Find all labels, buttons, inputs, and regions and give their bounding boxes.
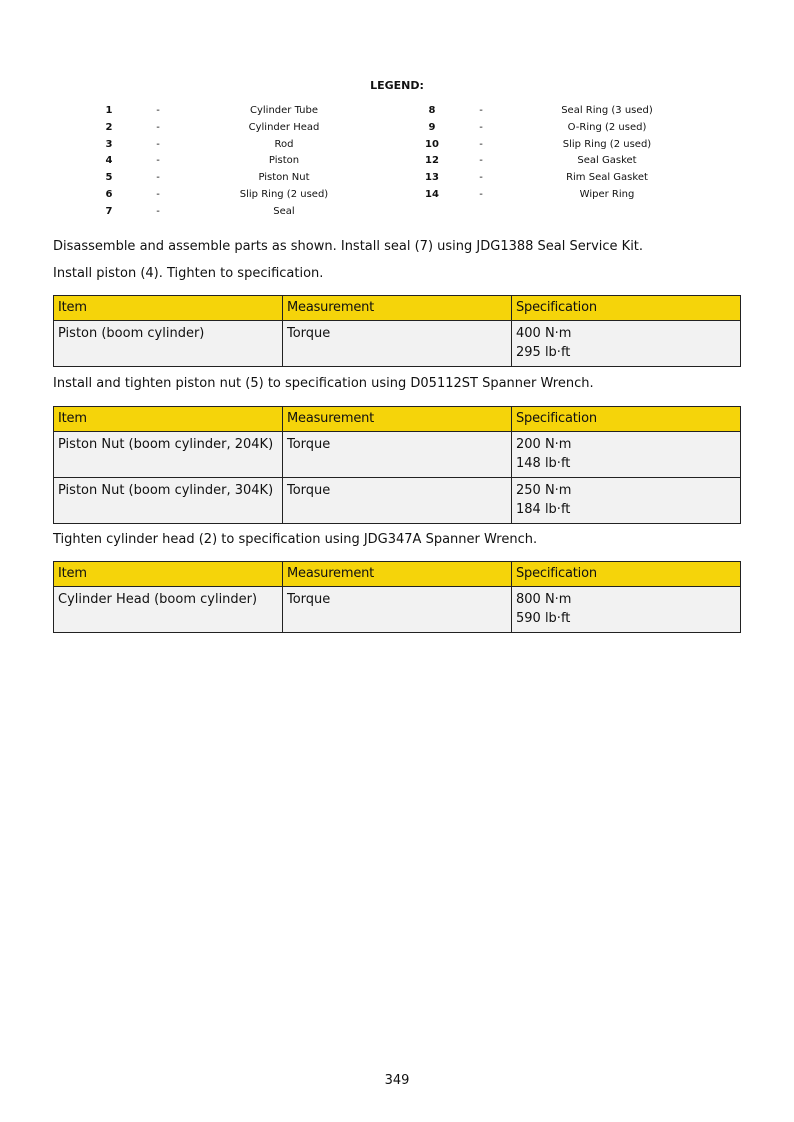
header-item: Item — [54, 562, 283, 587]
legend-number: 2 — [105, 121, 113, 133]
spec-imperial: 184 lb·ft — [516, 502, 571, 517]
legend-number: 8 — [428, 105, 436, 116]
spec-table-cylinder-head — [53, 561, 741, 633]
legend-title: LEGEND: — [370, 79, 424, 92]
cell-specification — [512, 478, 741, 524]
header-measurement: Measurement — [283, 296, 512, 321]
legend-number: 4 — [105, 155, 113, 167]
legend-number: 3 — [105, 138, 113, 150]
legend-item — [400, 139, 794, 156]
table-row — [54, 321, 741, 367]
instruction-piston-nut: Install and tighten piston nut (5) to specification using D05112ST Spanner Wrench. — [53, 376, 594, 391]
legend-name: Rim Seal Gasket — [566, 172, 648, 184]
spec-table-piston — [53, 295, 741, 367]
legend-name: Rod — [274, 138, 294, 150]
header-specification: Specification — [512, 562, 741, 587]
legend-dash: - — [479, 188, 483, 200]
legend-item — [0, 105, 400, 122]
legend-dash: - — [156, 105, 160, 116]
spec-metric: 400 N·m — [516, 326, 572, 341]
table-header-row — [54, 296, 741, 321]
legend-dash: - — [156, 138, 160, 150]
table-header-row — [54, 562, 741, 587]
cell-measurement: Torque — [283, 587, 512, 633]
legend-right-column — [400, 105, 794, 206]
header-measurement: Measurement — [283, 562, 512, 587]
legend-name: Seal Ring (3 used) — [561, 105, 653, 116]
legend-item — [0, 172, 400, 189]
legend-name: Wiper Ring — [579, 188, 635, 200]
legend-item — [0, 122, 400, 139]
legend-dash: - — [156, 155, 160, 167]
table-row — [54, 587, 741, 633]
legend-name: Seal Gasket — [577, 155, 637, 167]
legend-number: 13 — [425, 172, 439, 184]
table-header-row — [54, 407, 741, 432]
cell-item: Piston (boom cylinder) — [54, 321, 283, 367]
legend-dash: - — [479, 121, 483, 133]
legend-name: Seal — [273, 205, 295, 217]
legend-number: 14 — [425, 188, 439, 200]
legend-number: 1 — [105, 105, 113, 116]
legend-name: Slip Ring (2 used) — [562, 138, 652, 150]
legend-item — [400, 122, 794, 139]
legend-item — [400, 189, 794, 206]
legend-dash: - — [156, 121, 160, 133]
instruction-disassemble: Disassemble and assemble parts as shown. Install seal (7) using JDG1388 Seal Service Kit. — [53, 239, 644, 254]
legend-name: Piston — [268, 155, 300, 167]
spec-metric: 250 N·m — [516, 483, 572, 498]
header-measurement: Measurement — [283, 407, 512, 432]
header-item: Item — [54, 296, 283, 321]
legend-item — [0, 206, 400, 223]
instruction-install-piston: Install piston (4). Tighten to specification. — [53, 266, 324, 281]
spec-imperial: 295 lb·ft — [516, 345, 571, 360]
cell-specification — [512, 432, 741, 478]
legend-left-column — [0, 105, 400, 223]
legend-dash: - — [156, 188, 160, 200]
legend-item — [0, 139, 400, 156]
legend-number: 5 — [105, 172, 113, 184]
legend-number: 6 — [105, 188, 113, 200]
legend-item — [400, 172, 794, 189]
cell-measurement: Torque — [283, 321, 512, 367]
legend-item — [400, 105, 794, 122]
spec-table-piston-nut — [53, 406, 741, 524]
spec-imperial: 590 lb·ft — [516, 611, 571, 626]
legend-name: O-Ring (2 used) — [567, 121, 647, 133]
cell-measurement: Torque — [283, 432, 512, 478]
legend-number: 9 — [428, 121, 436, 133]
legend-dash: - — [479, 138, 483, 150]
header-specification: Specification — [512, 296, 741, 321]
table-row — [54, 432, 741, 478]
instruction-cylinder-head: Tighten cylinder head (2) to specification using JDG347A Spanner Wrench. — [53, 532, 538, 547]
legend-item — [400, 155, 794, 172]
legend-dash: - — [479, 105, 483, 116]
legend-dash: - — [156, 205, 160, 217]
legend-name: Cylinder Tube — [249, 105, 318, 116]
spec-metric: 800 N·m — [516, 592, 572, 607]
page-number: 349 — [384, 1073, 410, 1088]
legend-item — [0, 155, 400, 172]
legend-dash: - — [479, 172, 483, 184]
legend-name: Piston Nut — [258, 172, 310, 184]
legend-dash: - — [479, 155, 483, 167]
cell-specification — [512, 321, 741, 367]
header-specification: Specification — [512, 407, 741, 432]
legend-name: Slip Ring (2 used) — [239, 188, 329, 200]
legend-item — [0, 189, 400, 206]
spec-imperial: 148 lb·ft — [516, 456, 571, 471]
cell-item: Cylinder Head (boom cylinder) — [54, 587, 283, 633]
cell-specification — [512, 587, 741, 633]
legend-number: 7 — [105, 205, 113, 217]
spec-metric: 200 N·m — [516, 437, 572, 452]
legend-number: 12 — [425, 155, 439, 167]
cell-item: Piston Nut (boom cylinder, 204K) — [54, 432, 283, 478]
cell-item: Piston Nut (boom cylinder, 304K) — [54, 478, 283, 524]
legend-dash: - — [156, 172, 160, 184]
cell-measurement: Torque — [283, 478, 512, 524]
legend-name: Cylinder Head — [248, 121, 320, 133]
legend-number: 10 — [425, 138, 439, 150]
table-row — [54, 478, 741, 524]
header-item: Item — [54, 407, 283, 432]
